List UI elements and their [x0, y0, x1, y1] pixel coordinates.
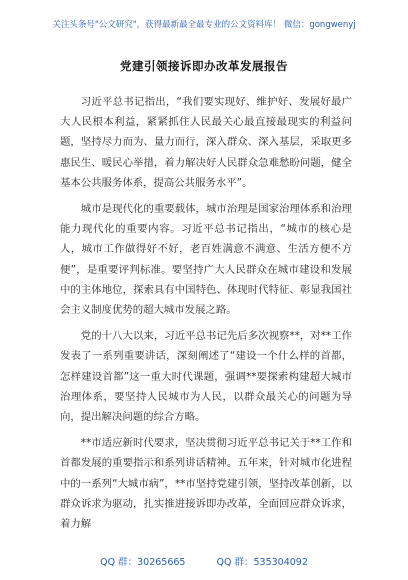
paragraph-3: 党的十八大以来，习近平总书记先后多次视察**，对**工作发表了一系列重要讲话，深刻阐述了“建设一个什么样的首都，怎样建设首都”这一重大时代课题，强调**要探索构建超大城市治理体系，要坚持人民城市为人民，以群众最关心的问题为导向，提出解决问题的综合方略。: [60, 330, 352, 424]
paragraph-1: 习近平总书记指出，“我们要实现好、维护好、发展好最广大人民根本利益，紧紧抓住人民最关心最直接最现实的利益问题，坚持尽力而为、量力而行，深入群众、深入基层，采取更多惠民生、暖民心举措，着力解决好人民群众急难愁盼问题，健全基本公共服务体系，提高公共服务水平”。: [60, 96, 352, 189]
paragraph-4: **市适应新时代要求，坚决贯彻习近平总书记关于**工作和首都发展的重要指示和系列讲话精神。五年来，针对城市化进程中的一系列“大城市病”，**市坚持党建引领，坚持改革创新，以群众诉求为驱动，扎实推进接诉即办改革，全面回应群众诉求，着力解: [60, 437, 352, 531]
document-body: [60, 92, 352, 540]
promo-banner: 关注头条号"公文研究"，获得最新最全最专业的公文资料库！ 微信：gongwenyj: [52, 20, 356, 30]
footer-contact: [0, 554, 408, 568]
paragraph-2: 城市是现代化的重要载体，城市治理是国家治理体系和治理能力现代化的重要内容。习近平总书记指出，“城市的核心是人，城市工作做得好不好，老百姓满意不满意、生活方便不方便”，是重要评判标准。要坚持广大人民群众在城市建设和发展中的主体地位，探索具有中国特色、体现时代特征、彰显我国社会主义制度优势的超大城市发展之路。: [60, 203, 352, 317]
footer-qq-group-2: QQ 群：535304092: [216, 557, 308, 568]
footer-qq-group-1: QQ 群：30265665: [100, 557, 186, 568]
document-title: 党建引领接诉即办改革发展报告: [120, 59, 288, 73]
